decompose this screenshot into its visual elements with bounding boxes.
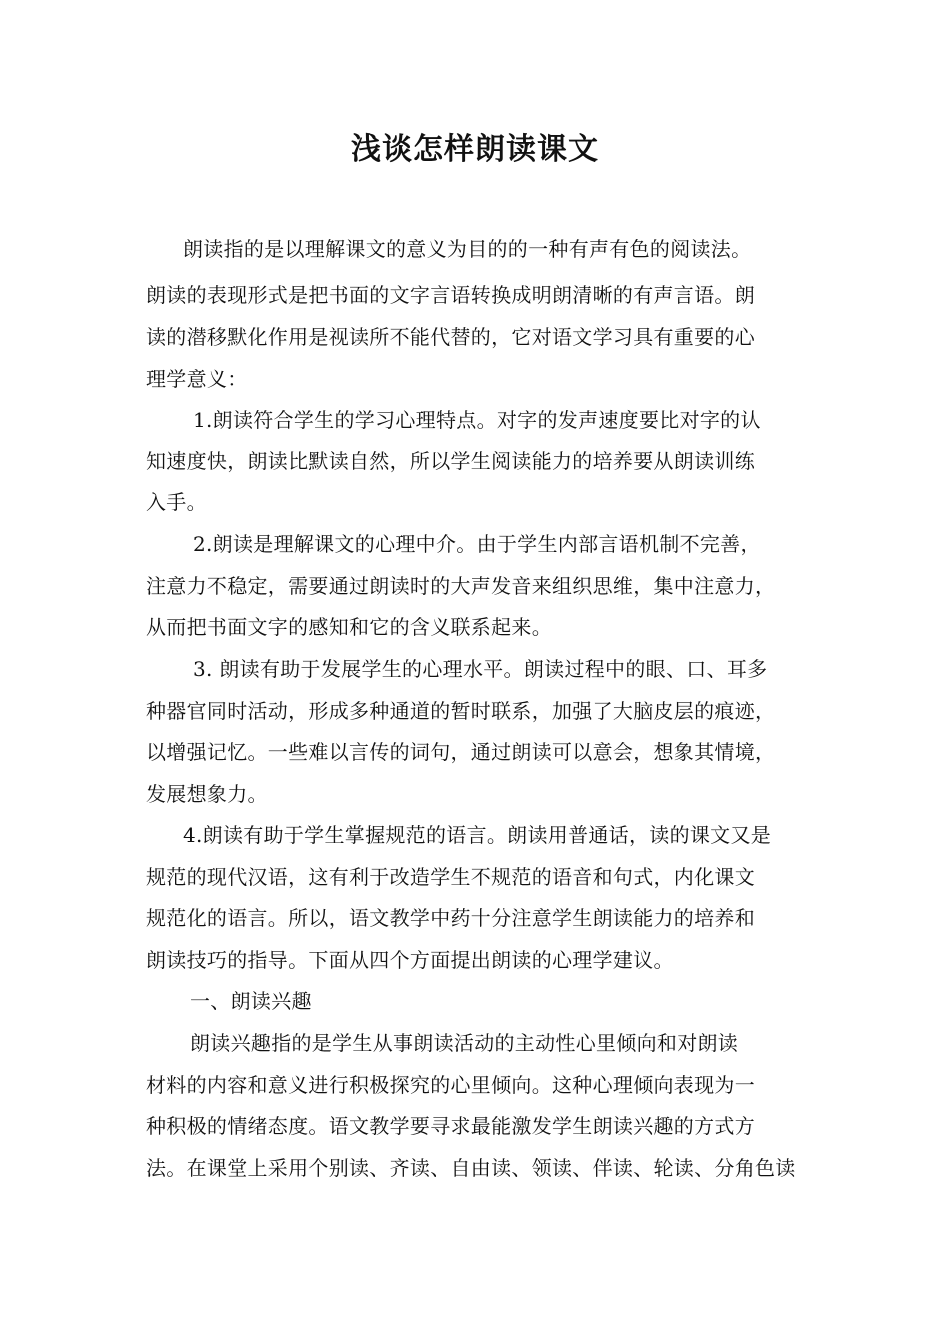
paragraph-line: 种积极的情绪态度。语文教学要寻求最能激发学生朗读兴趣的方式方 <box>146 1114 755 1138</box>
paragraph-line: 1.朗读符合学生的学习心理特点。对字的发声速度要比对字的认 <box>193 408 761 432</box>
paragraph-line: 3. 朗读有助于发展学生的心理水平。朗读过程中的眼、口、耳多 <box>193 657 768 681</box>
paragraph-line: 4.朗读有助于学生掌握规范的语言。朗读用普通话，读的课文又是 <box>183 823 772 847</box>
paragraph-line: 注意力不稳定，需要通过朗读时的大声发音来组织思维，集中注意力， <box>146 574 776 598</box>
paragraph-line: 以增强记忆。一些难以言传的词句，通过朗读可以意会，想象其情境， <box>146 740 776 764</box>
document-title: 浅谈怎样朗读课文 <box>351 132 599 167</box>
paragraph-line: 朗读指的是以理解课文的意义为目的的一种有声有色的阅读法。 <box>183 237 752 261</box>
paragraph-line: 发展想象力。 <box>146 782 268 806</box>
paragraph-line: 种器官同时活动，形成多种通道的暂时联系，加强了大脑皮层的痕迹， <box>146 699 776 723</box>
paragraph-line: 规范的现代汉语，这有利于改造学生不规范的语音和句式，内化课文 <box>146 865 755 889</box>
paragraph-line: 法。在课堂上采用个别读、齐读、自由读、领读、伴读、轮读、分角色读 <box>146 1156 796 1180</box>
paragraph-line: 入手。 <box>146 490 207 514</box>
paragraph-line: 知速度快，朗读比默读自然，所以学生阅读能力的培养要从朗读训练 <box>146 449 755 473</box>
paragraph-line: 朗读的表现形式是把书面的文字言语转换成明朗清晰的有声言语。朗 <box>146 283 755 307</box>
paragraph-line: 从而把书面文字的感知和它的含义联系起来。 <box>146 615 552 639</box>
paragraph-line: 材料的内容和意义进行积极探究的心里倾向。这种心理倾向表现为一 <box>146 1073 755 1097</box>
paragraph-line: 读的潜移默化作用是视读所不能代替的，它对语文学习具有重要的心 <box>146 325 755 349</box>
paragraph-line: 规范化的语言。所以，语文教学中药十分注意学生朗读能力的培养和 <box>146 906 755 930</box>
section-heading: 一、朗读兴趣 <box>190 989 312 1013</box>
paragraph-line: 朗读技巧的指导。下面从四个方面提出朗读的心理学建议。 <box>146 948 674 972</box>
paragraph-line: 朗读兴趣指的是学生从事朗读活动的主动性心里倾向和对朗读 <box>190 1031 739 1055</box>
paragraph-line: 2.朗读是理解课文的心理中介。由于学生内部言语机制不完善， <box>193 532 761 556</box>
paragraph-line: 理学意义： <box>146 367 248 391</box>
